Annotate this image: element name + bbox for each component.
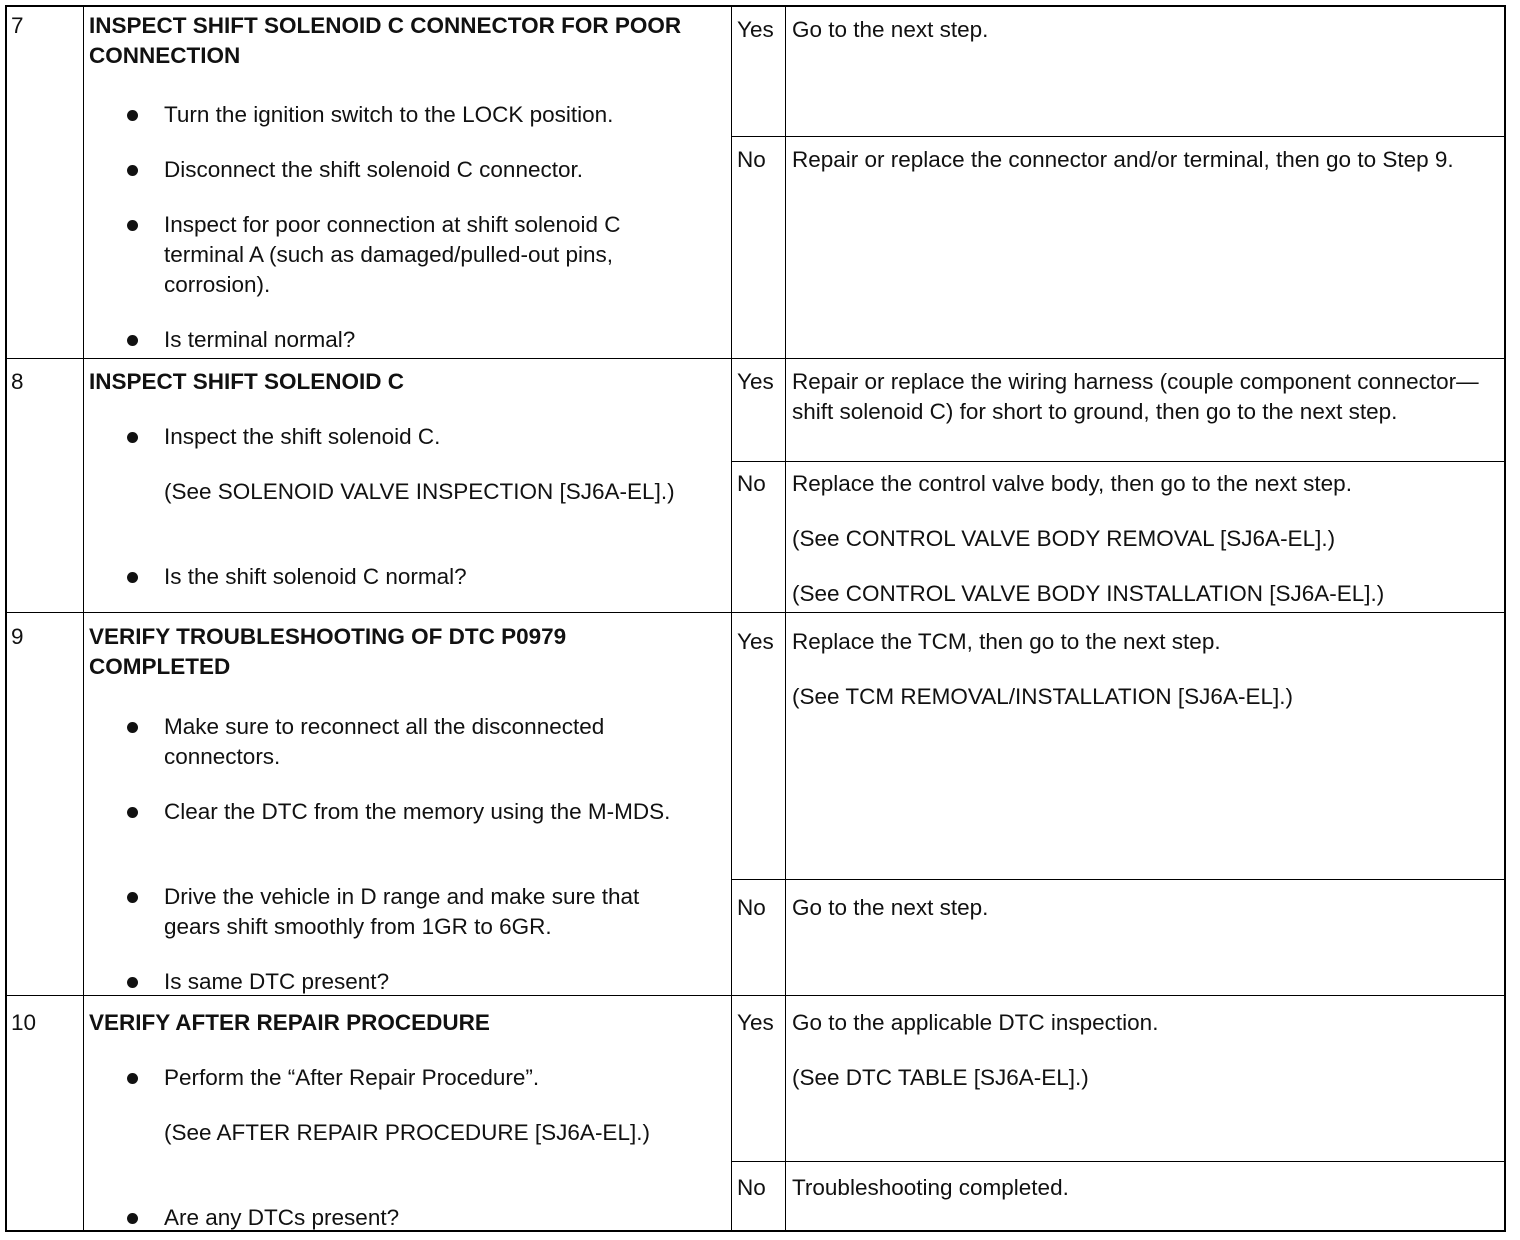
step-number: 9	[11, 624, 24, 649]
no-label: No	[737, 471, 766, 496]
step-number: 8	[11, 369, 24, 394]
reference-note: (See CONTROL VALVE BODY REMOVAL [SJ6A-EL].)	[792, 526, 1336, 551]
no-label: No	[737, 147, 766, 172]
bullet-item: Drive the vehicle in D range and make sure that gears shift smoothly from 1GR to 6GR.	[132, 882, 692, 942]
yes-action: Replace the TCM, then go to the next step.	[792, 629, 1221, 654]
bullet-item: Is terminal normal?	[132, 325, 692, 355]
bullet-item: Is the shift solenoid C normal?	[132, 562, 692, 592]
step-number: 7	[11, 13, 24, 38]
bullet-item: Inspect the shift solenoid C.	[132, 422, 692, 452]
yes-action: Go to the applicable DTC inspection.	[792, 1010, 1159, 1035]
reference-note: (See AFTER REPAIR PROCEDURE [SJ6A-EL].)	[164, 1120, 650, 1145]
bullet-item: Disconnect the shift solenoid C connector.	[132, 155, 692, 185]
step-title: INSPECT SHIFT SOLENOID C CONNECTOR FOR POOR CONNECTION	[89, 13, 682, 68]
no-action: Replace the control valve body, then go to the next step.	[792, 471, 1352, 496]
yes-label: Yes	[737, 17, 774, 42]
no-label: No	[737, 1175, 766, 1200]
no-action: Go to the next step.	[792, 895, 989, 920]
bullet-item: Are any DTCs present?	[132, 1203, 692, 1233]
step-title: VERIFY AFTER REPAIR PROCEDURE	[89, 1010, 490, 1035]
yes-label: Yes	[737, 629, 774, 654]
yes-action: Go to the next step.	[792, 17, 989, 42]
reference-note: (See CONTROL VALVE BODY INSTALLATION [SJ6A-EL].)	[792, 581, 1385, 606]
table-row-step-8	[7, 359, 1504, 613]
yes-label: Yes	[737, 1010, 774, 1035]
bullet-item: Is same DTC present?	[132, 967, 692, 997]
bullet-item: Clear the DTC from the memory using the M-MDS.	[132, 797, 692, 827]
yes-label: Yes	[737, 369, 774, 394]
bullet-item: Perform the “After Repair Procedure”.	[132, 1063, 692, 1093]
bullet-item: Make sure to reconnect all the disconnected connectors.	[132, 712, 692, 772]
no-action: Troubleshooting completed.	[792, 1175, 1069, 1200]
yes-action: Repair or replace the wiring harness (couple component connector—shift solenoid C) for short to ground, then go to the next step.	[792, 369, 1479, 424]
troubleshooting-table	[5, 5, 1506, 1232]
reference-note: (See SOLENOID VALVE INSPECTION [SJ6A-EL].)	[164, 479, 675, 504]
step-number: 10	[11, 1010, 37, 1035]
table-row-step-10	[7, 996, 1504, 1230]
bullet-item: Inspect for poor connection at shift solenoid C terminal A (such as damaged/pulled-out pins, corrosion).	[132, 210, 692, 300]
no-action: Repair or replace the connector and/or terminal, then go to Step 9.	[792, 147, 1454, 172]
bullet-item: Turn the ignition switch to the LOCK position.	[132, 100, 692, 130]
table-row-step-7	[7, 7, 1504, 359]
reference-note: (See TCM REMOVAL/INSTALLATION [SJ6A-EL].)	[792, 684, 1293, 709]
step-title: INSPECT SHIFT SOLENOID C	[89, 369, 405, 394]
reference-note: (See DTC TABLE [SJ6A-EL].)	[792, 1065, 1089, 1090]
no-label: No	[737, 895, 766, 920]
table-row-step-9	[7, 613, 1504, 996]
step-title: VERIFY TROUBLESHOOTING OF DTC P0979 COMPLETED	[89, 624, 567, 679]
